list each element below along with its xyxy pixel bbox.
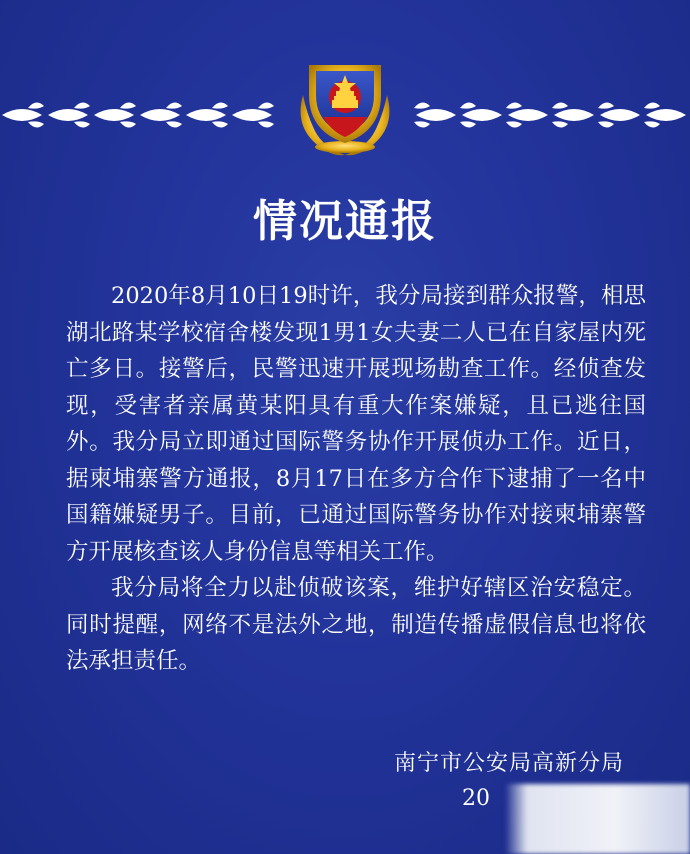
notice-title: 情况通报: [253, 196, 437, 247]
issue-date: 20: [462, 786, 490, 811]
wing-pattern-right: [414, 102, 686, 127]
issuing-agency: 南宁市公安局高新分局: [393, 751, 624, 776]
wing-pattern-left: [2, 102, 274, 127]
notice-paragraph-1: 2020年8月10日19时许，我分局接到群众报警，相思湖北路某学校宿舍楼发现1男1女夫妻二人已在自家屋内死亡多日。接警后，民警迅速开展现场勘查工作。经侦查发现，受害者亲属黄某阳具有重大作案嫌疑，且已逃往国外。我分局立即通过国际警务协作开展侦办工作。近日，据柬埔寨警方通报，8月17日在多方合作下逮捕了一名中国籍嫌疑男子。目前，已通过国际警务协作对接柬埔寨警方开展核查该人身份信息等相关工作。: [66, 283, 646, 565]
police-emblem-icon: [301, 65, 390, 155]
notice-body: [66, 278, 646, 680]
watermark-overlay: [505, 784, 690, 854]
header-banner: [0, 50, 690, 160]
notice-paragraph-2: 我分局将全力以赴侦破该案，维护好辖区治安稳定。同时提醒，网络不是法外之地，制造传播虚假信息也将依法承担责任。: [66, 575, 646, 674]
